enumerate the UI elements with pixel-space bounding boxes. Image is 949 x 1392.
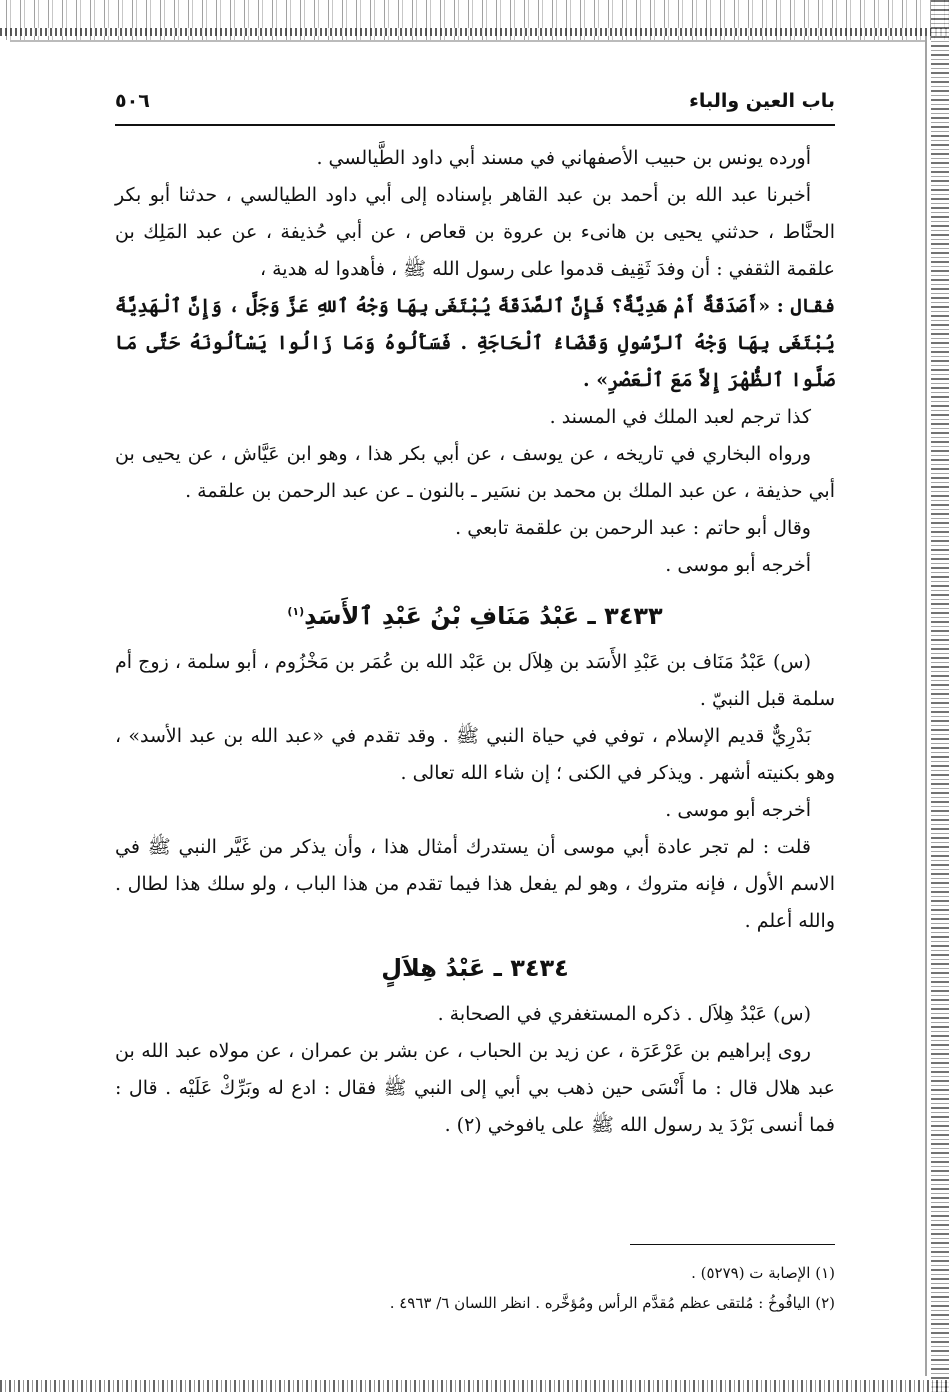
entry-heading-text: ٣٤٣٣ ـ عَبْدُ مَنَافِ بْنُ عَبْدِ ٱلأَسَدِ xyxy=(304,602,663,630)
paragraph: أخرجه أبو موسى . xyxy=(665,799,811,821)
entry-heading: ٣٤٣٤ ـ عَبْدُ هِلاَلٍ xyxy=(381,954,569,982)
chapter-title: باب العين والباء xyxy=(689,90,835,112)
border-line xyxy=(10,40,925,42)
border-line xyxy=(925,36,927,1376)
paragraph: (س) عَبْدُ هِلاَل . ذكره المستغفري في الصحابة . xyxy=(437,1003,811,1025)
paragraph: (س) عَبْدُ مَنَاف بن عَبْدِ الأَسَد بن هِلاَل بن عَبْد الله بن عُمَر بن مَخْزُوم ، أبو سلمة ، زوج أم سلمة قبل النبيّ . xyxy=(115,651,835,710)
page-border-bottom xyxy=(0,1380,949,1392)
page-border-top-inner xyxy=(0,28,949,36)
running-header xyxy=(115,90,835,126)
page-border-right xyxy=(931,0,949,1392)
paragraph: وقال أبو حاتم : عبد الرحمن بن علقمة تابعي . xyxy=(455,517,811,539)
hadith-text: فقال : «أَصَدَقَةٌ أَمْ هَدِيَّةٌ؟ فَإِنَّ ٱلصَّدَقَةَ يُبْتَغَى بِهَا وَجْهُ ٱللهِ عَزَّ وَجَلَّ ، وَإِنَّ ٱلْهَدِيَّةَ يُبْتَغَى بِهَا وَجْهُ ٱلرَّسُولِ وَقَضَاءُ ٱلْحَاجَةِ . فَسَأَلُوهُ وَمَا زَالُوا يَسْأَلُونَهُ حَتَّى مَا صَلَّوا ٱلظُّهْرَ إِلاَّ مَعَ ٱلْعَصْرِ» . xyxy=(115,295,835,391)
footnote: (١) الإصابة ت (٥٢٧٩) . xyxy=(691,1264,835,1282)
paragraph: كذا ترجم لعبد الملك في المسند . xyxy=(549,406,811,428)
paragraph: بَدْرِيٌّ قديم الإسلام ، توفي في حياة النبي ﷺ . وقد تقدم في «عبد الله بن عبد الأسد» ، وهو بكنيته أشهر . ويذكر في الكنى ؛ إن شاء الله تعالى . xyxy=(115,725,835,784)
paragraph: ورواه البخاري في تاريخه ، عن يوسف ، عن أبي بكر هذا ، وهو ابن عَيَّاش ، عن يحيى بن أبي حذيفة ، عن عبد الملك بن محمد بن نسَير ـ بالنون ـ عن عبد الرحمن بن علقمة . xyxy=(115,443,835,502)
paragraph: أورده يونس بن حبيب الأصفهاني في مسند أبي داود الطَّيالسي . xyxy=(316,147,811,169)
paragraph: قلت : لم تجر عادة أبي موسى أن يستدرك أمثال هذا ، وأن يذكر من غَيَّر النبي ﷺ في الاسم الأول ، فإنه متروك ، وهو لم يفعل هذا فيما تقدم من هذا الباب ، ولو سلك هذا لطال . والله أعلم . xyxy=(115,836,835,932)
paragraph: أخرجه أبو موسى . xyxy=(665,554,811,576)
main-text xyxy=(115,140,835,1144)
footnotes xyxy=(115,1258,835,1318)
footnote-rule xyxy=(630,1244,835,1245)
footnote: (٢) اليافُوخُ : مُلتقى عظم مُقدَّم الرأس ومُؤخَّره . انظر اللسان ٦/ ٤٩٦٣ . xyxy=(389,1294,835,1312)
footnote-ref: (١) xyxy=(287,605,305,618)
paragraph: روى إبراهيم بن عَرْعَرَة ، عن زيد بن الحباب ، عن بشر بن عمران ، عن مولاه عبد الله بن عبد هلال قال : ما أَنْسَى حين ذهب بي أبي إلى النبي ﷺ فقال : ادع له وبَرِّكْ عَلَيْه . قال : فما أنسى بَرْدَ يد رسول الله ﷺ على يافوخي (٢) . xyxy=(115,1040,835,1136)
page-number: ٥٠٦ xyxy=(115,90,150,112)
paragraph: أخبرنا عبد الله بن أحمد بن عبد القاهر بإسناده إلى أبي داود الطيالسي ، حدثنا أبو بكر الحنَّاط ، حدثني يحيى بن هانىء بن عروة بن قعاص ، عن أبي حُذيفة ، عن عبد المَلِك بن علقمة الثقفي : أن وفدَ ثَقِيف قدموا على رسول الله ﷺ ، فأهدوا له هدية ، xyxy=(115,184,835,280)
entry-heading xyxy=(115,590,835,638)
